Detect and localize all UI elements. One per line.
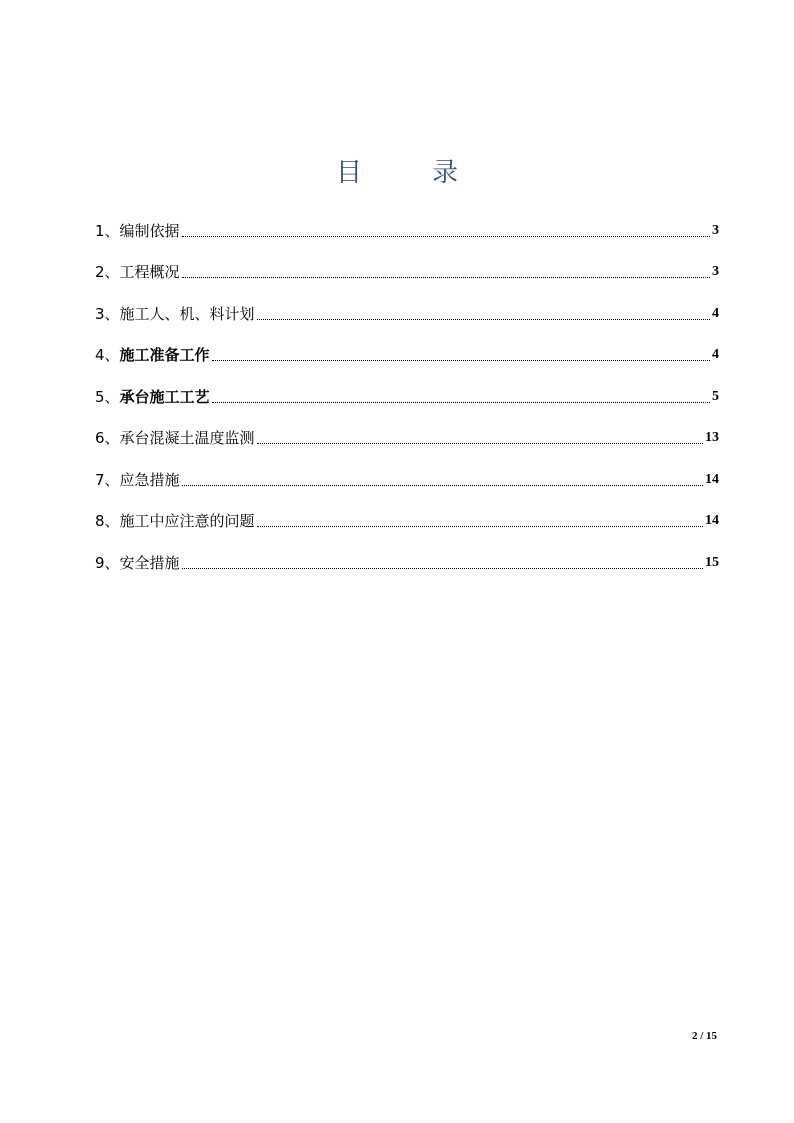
page-number: 2 / 15	[691, 1030, 717, 1042]
toc-dot-leader	[212, 359, 710, 361]
toc-entry-text: 施工人、机、料计划	[119, 304, 255, 323]
toc-entry-1[interactable]	[95, 200, 719, 242]
toc-dot-leader	[257, 525, 703, 527]
toc-dot-leader	[182, 276, 710, 278]
toc-entry-9[interactable]	[95, 532, 719, 574]
toc-entry-page: 5	[712, 388, 719, 404]
toc-entry-text: 应急措施	[119, 470, 180, 489]
toc-dot-leader	[182, 235, 710, 237]
toc-entry-number: 3、	[95, 304, 120, 323]
toc-title-char-2: 录	[432, 158, 459, 188]
toc-entry-page: 3	[712, 222, 719, 238]
toc-entry-number: 2、	[95, 263, 120, 281]
toc-dot-leader	[257, 442, 703, 444]
toc-entry-page: 3	[712, 264, 719, 279]
toc-entry-2[interactable]	[95, 242, 719, 284]
toc-entry-page: 13	[705, 430, 719, 445]
toc-entry-number: 7、	[95, 470, 120, 489]
toc-entry-5[interactable]	[95, 366, 719, 408]
toc-entry-number: 5、	[95, 387, 120, 406]
toc-entry-number: 6、	[95, 429, 120, 447]
toc-entry-text: 承台混凝土温度监测	[119, 429, 255, 447]
toc-entry-page: 14	[705, 471, 719, 487]
toc-entry-text: 承台施工工艺	[119, 387, 210, 406]
toc-entry-4[interactable]	[95, 325, 719, 367]
toc-entry-number: 1、	[95, 221, 120, 240]
toc-title-char-1: 目	[335, 158, 362, 188]
toc-entry-8[interactable]	[95, 491, 719, 533]
toc-list	[95, 200, 719, 574]
toc-entry-page: 4	[712, 347, 719, 362]
toc-entry-text: 施工中应注意的问题	[119, 512, 255, 530]
toc-dot-leader	[257, 318, 710, 320]
toc-entry-number: 9、	[95, 553, 120, 572]
toc-entry-page: 4	[712, 305, 719, 321]
toc-dot-leader	[182, 567, 703, 569]
toc-entry-3[interactable]	[95, 283, 719, 325]
toc-dot-leader	[182, 484, 703, 486]
toc-entry-number: 4、	[95, 346, 120, 364]
toc-entry-page: 15	[705, 554, 719, 570]
toc-title	[0, 152, 794, 189]
toc-entry-page: 14	[705, 513, 719, 528]
toc-entry-text: 工程概况	[119, 263, 180, 281]
toc-entry-number: 8、	[95, 512, 120, 530]
toc-entry-text: 施工准备工作	[119, 346, 210, 364]
toc-entry-7[interactable]	[95, 449, 719, 491]
toc-entry-text: 安全措施	[119, 553, 180, 572]
toc-entry-text: 编制依据	[119, 221, 180, 240]
toc-entry-6[interactable]	[95, 408, 719, 450]
toc-dot-leader	[212, 401, 710, 403]
